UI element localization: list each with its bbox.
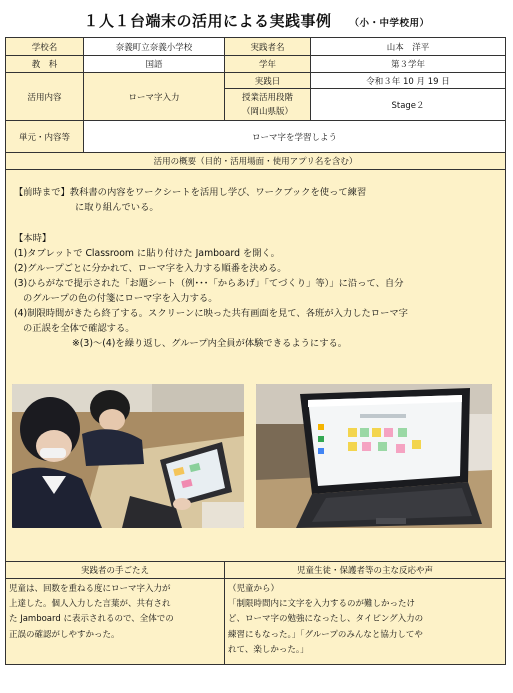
stage-value: Stage２ bbox=[311, 89, 506, 121]
teacher-label: 実践者名 bbox=[225, 38, 311, 56]
school-value: 奈義町立奈義小学校 bbox=[84, 38, 225, 56]
unit-value: ローマ字を学習しよう bbox=[84, 121, 506, 153]
subject-value: 国語 bbox=[84, 56, 225, 73]
teacher-feedback-heading: 実践者の手ごたえ bbox=[6, 562, 225, 579]
teacher-feedback-line: 上達した。個人入力した言葉が、共有され bbox=[9, 599, 171, 610]
stage-label-line1: 授業活用段階 bbox=[241, 92, 293, 103]
grade-label: 学年 bbox=[225, 56, 311, 73]
jamboard-laptop-photo bbox=[256, 384, 492, 528]
subject-label: 教 科 bbox=[6, 56, 84, 73]
step-3-line-1: (3)ひらがなで提示された「お題シート（例･･･「からあげ」「てづくり」等）」に沿って、自分 bbox=[14, 278, 404, 289]
stage-label-line2: （岡山県版） bbox=[241, 106, 293, 117]
school-label: 学校名 bbox=[6, 38, 84, 56]
usage-label: 活用内容 bbox=[6, 73, 84, 121]
student-feedback-line: 練習にもなった。」「グループのみんなと協力してや bbox=[228, 629, 423, 640]
student-feedback-line: ど、ローマ字の勉強になったし、タイピング入力の bbox=[228, 614, 424, 625]
title-subtitle: （小・中学校用） bbox=[349, 18, 430, 29]
stage-label bbox=[225, 89, 311, 121]
overview-heading: 活用の概要（目的・活用場面・使用アプリ名を含む） bbox=[6, 153, 506, 170]
step-1: (1)タブレットで Classroom に貼り付けた Jamboard を開く。 bbox=[14, 248, 280, 259]
step-3-line-2: のグループの色の付箋にローマ字を入力する。 bbox=[23, 293, 218, 304]
today-heading: 【本時】 bbox=[14, 233, 52, 244]
student-feedback-body bbox=[225, 579, 506, 665]
teacher-feedback-line: 児童は、回数を重ねる度にローマ字入力が bbox=[9, 584, 171, 594]
date-label: 実践日 bbox=[225, 73, 311, 89]
teacher-feedback-line: 正誤の確認がしやすかった。 bbox=[9, 629, 120, 640]
repeat-note: ※(3)～(4)を繰り返し、グループ内全員が体験できるようにする。 bbox=[72, 338, 348, 349]
teacher-feedback-body bbox=[6, 579, 225, 665]
student-feedback-line: （児童から） bbox=[228, 584, 280, 594]
classroom-photo-students bbox=[12, 384, 244, 528]
date-value: 令和３年 10 月 19 日 bbox=[311, 73, 506, 89]
step-2: (2)グループごとに分かれて、ローマ字を入力する順番を決める。 bbox=[14, 263, 287, 274]
teacher-value: 山本 洋平 bbox=[311, 38, 506, 56]
step-4-line-1: (4)制限時間がきたら終了する。スクリーンに映った共有画面を見て、各班が入力したローマ字 bbox=[14, 308, 408, 319]
student-feedback-line: 「制限時間内に文字を入力するのが難しかったけ bbox=[228, 599, 416, 610]
practice-table bbox=[5, 37, 506, 665]
step-4-line-2: の正誤を全体で確認する。 bbox=[23, 323, 135, 334]
prev-line-1: 【前時まで】教科書の内容をワークシートを活用し学び、ワークブックを使って練習 bbox=[14, 187, 367, 198]
teacher-feedback-line: た Jamboard に表示されるので、全体での bbox=[9, 614, 174, 625]
page-title bbox=[0, 10, 513, 31]
overview-body bbox=[6, 170, 506, 562]
title-text: １人１台端末の活用による実践事例 bbox=[83, 12, 332, 30]
prev-line-2: に取り組んでいる。 bbox=[75, 202, 159, 213]
grade-value: 第３学年 bbox=[311, 56, 506, 73]
usage-value: ローマ字入力 bbox=[84, 73, 225, 121]
student-feedback-line: れて、楽しかった。」 bbox=[228, 644, 309, 655]
unit-label: 単元・内容等 bbox=[6, 121, 84, 153]
student-feedback-heading: 児童生徒・保護者等の主な反応や声 bbox=[225, 562, 506, 579]
